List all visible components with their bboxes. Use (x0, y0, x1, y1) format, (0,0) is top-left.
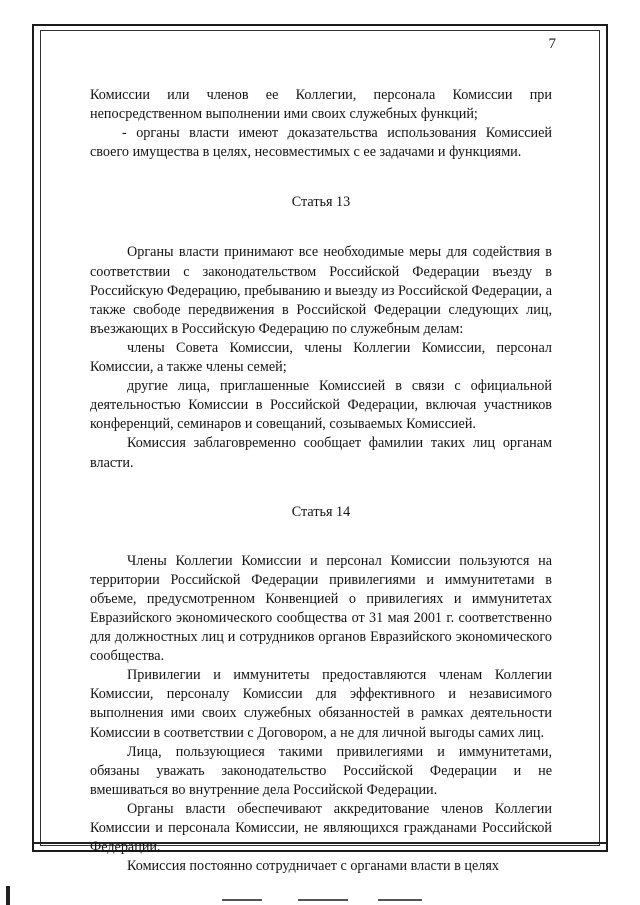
article-13-paragraph: члены Совета Комиссии, члены Коллегии Комиссии, персонал Комиссии, а также члены семей; (90, 339, 552, 376)
article-14-paragraph: Комиссия постоянно сотрудничает с органами власти в целях (127, 858, 500, 875)
article-14-paragraph: Члены Коллегии Комиссии и персонал Комиссии пользуются на территории Российской Федерации привилегиями и иммунитетами в объеме, предусмотренном Конвенцией о привилегиях и иммунитетах Евразийского экономического сообщества от 31 мая 2001 г. соответственно для должностных лиц и сотрудников органов Евразийского экономического сообщества. (90, 552, 552, 665)
article-13-title: Статья 13 (291, 194, 351, 211)
article-13-paragraph: Комиссия заблаговременно сообщает фамилии таких лиц органам власти. (90, 435, 552, 471)
scan-artifact-mark (222, 899, 262, 901)
intro-paragraph-2: - органы власти имеют доказательства использования Комиссией своего имущества в целях, несовместимых с ее задачами и функциями. (90, 125, 552, 161)
article-14-paragraph: Лица, пользующиеся такими привилегиями и иммунитетами, обязаны уважать законодательство Российской Федерации и не вмешиваться во внутренние дела Российской Федерации. (90, 743, 552, 798)
article-14-paragraph: Привилегии и иммунитеты предоставляются членам Коллегии Комиссии, персоналу Комиссии для эффективного и независимого выполнения ими своих служебных обязанностей в рамках деятельности Комиссии в соответствии с Договором, а не для личной выгоды самих лиц. (90, 667, 552, 741)
scan-artifact-mark (378, 899, 422, 901)
article-14-paragraph: Органы власти обеспечивают аккредитование членов Коллегии Комиссии и персонала Комиссии, не являющихся гражданами Российской Федерации. (90, 800, 552, 856)
scan-artifact-mark (6, 886, 10, 905)
page-number: 7 (548, 36, 556, 52)
document-body (90, 86, 552, 876)
article-13-paragraph: другие лица, приглашенные Комиссией в связи с официальной деятельностью Комиссии в Российской Федерации, включая участников конференций, семинаров и совещаний, созываемых Комиссией. (90, 378, 552, 433)
intro-paragraph-1: Комиссии или членов ее Коллегии, персонала Комиссии при непосредственном выполнении ими своих служебных функций; (90, 87, 552, 123)
article-13-paragraph: Органы власти принимают все необходимые меры для содействия в соответствии с законодательством Российской Федерации въезду в Российскую Федерацию, пребыванию и выезду из Российской Федерации, а также свободе передвижения в Российской Федерации следующих лиц, въезжающих в Российскую Федерацию по служебным делам: (90, 244, 552, 337)
scan-artifact-mark (298, 899, 348, 901)
article-14-title: Статья 14 (291, 503, 351, 520)
